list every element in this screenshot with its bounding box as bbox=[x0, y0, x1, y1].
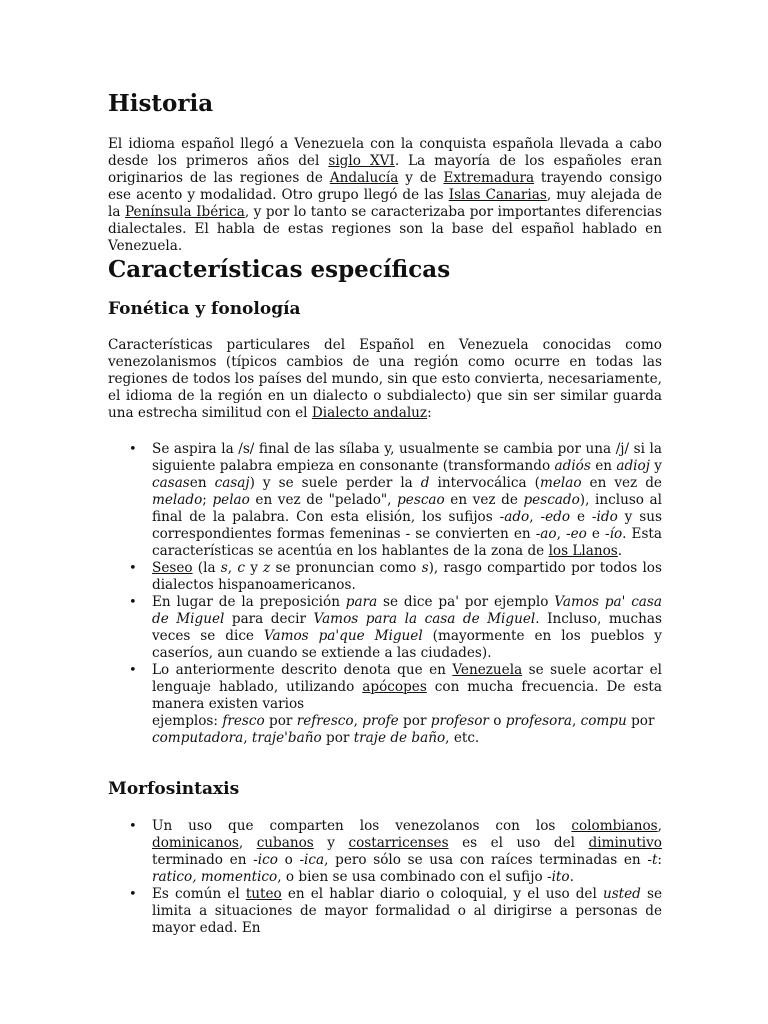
heading-fonetica: Fonética y fonología bbox=[108, 299, 301, 319]
fonetica-list bbox=[108, 441, 662, 747]
text: ), incluso al final de la palabra. Con esta elisión, los sufijos - bbox=[152, 492, 663, 525]
link-islas-canarias[interactable]: Islas Canarias bbox=[448, 187, 547, 203]
fonetica-intro-paragraph bbox=[108, 337, 662, 422]
text: terminado en - bbox=[152, 852, 258, 868]
link-peninsula-iberica[interactable]: Península Ibérica bbox=[124, 204, 245, 220]
italic-text: fresco bbox=[222, 713, 265, 729]
italic-text: profesora bbox=[505, 713, 572, 729]
italic-text: pelao bbox=[212, 492, 250, 508]
text: El idioma español llegó a Venezuela con la conquista española llevada a cabo desde los primeros años del bbox=[108, 136, 662, 169]
link-cubanos[interactable]: cubanos bbox=[256, 835, 314, 851]
italic-text: ío bbox=[609, 526, 623, 542]
link-dominicanos[interactable]: dominicanos bbox=[152, 835, 239, 851]
heading-caracteristicas: Características específicas bbox=[108, 256, 451, 283]
text: por bbox=[626, 713, 655, 729]
italic-text: s bbox=[421, 560, 429, 576]
text: , o bien se usa combinado con el sufijo - bbox=[277, 869, 552, 885]
link-extremadura[interactable]: Extremadura bbox=[443, 170, 535, 186]
list-item-tuteo bbox=[108, 886, 662, 937]
text: y bbox=[649, 458, 662, 474]
text: , bbox=[243, 730, 252, 746]
italic-text: ratico, momentico bbox=[152, 869, 278, 885]
italic-text: traje de baño bbox=[353, 730, 446, 746]
italic-text: Vamos pa' casa de Miguel bbox=[152, 594, 662, 627]
link-tuteo[interactable]: tuteo bbox=[245, 886, 282, 902]
link-venezuela[interactable]: Venezuela bbox=[452, 662, 523, 678]
text bbox=[152, 662, 662, 713]
text: . bbox=[617, 543, 623, 559]
text: , y por lo tanto se caracterizaba por importantes diferencias dialectales. El habla de estas regiones son la base del español hablado en Venezuela. bbox=[108, 204, 663, 254]
italic-text: z bbox=[263, 560, 271, 576]
text: por bbox=[398, 713, 431, 729]
text: : bbox=[657, 852, 663, 868]
italic-text: edo bbox=[545, 509, 571, 525]
link-andalucia[interactable]: Andalucía bbox=[329, 170, 399, 186]
italic-text: profesor bbox=[430, 713, 489, 729]
text: . bbox=[569, 869, 574, 885]
italic-text: ido bbox=[596, 509, 618, 525]
historia-paragraph bbox=[108, 136, 662, 255]
text: Se aspira la /s/ final de las sílaba y, usualmente se cambia por una /j/ si la siguiente palabra empieza en consonante (transformando bbox=[152, 441, 662, 474]
text bbox=[152, 713, 662, 747]
morfosintaxis-list bbox=[108, 818, 662, 937]
text: ) y se suele perder la bbox=[249, 475, 421, 491]
italic-text: t bbox=[651, 852, 658, 868]
italic-text: casas bbox=[152, 475, 190, 491]
text: . La mayoría de los españoles eran originarios de las regiones de bbox=[108, 153, 663, 186]
italic-text: refresco bbox=[296, 713, 354, 729]
link-colombianos[interactable]: colombianos bbox=[571, 818, 658, 834]
italic-text: casaj bbox=[214, 475, 250, 491]
italic-text: compu bbox=[580, 713, 627, 729]
text: . Incluso, muchas veces se dice bbox=[152, 611, 663, 644]
text: ), rasgo compartido por todos los dialectos hispanoamericanos. bbox=[152, 560, 662, 593]
italic-text: adiós bbox=[554, 458, 591, 474]
text: , bbox=[353, 713, 363, 729]
list-item-apocopes bbox=[108, 662, 662, 747]
italic-text: usted bbox=[602, 886, 641, 902]
italic-text: s bbox=[220, 560, 228, 576]
italic-text: traje'baño bbox=[251, 730, 322, 746]
text: y bbox=[313, 835, 349, 851]
text: , bbox=[227, 560, 238, 576]
italic-text: melado bbox=[152, 492, 203, 508]
text: , bbox=[238, 835, 257, 851]
text: e - bbox=[570, 509, 597, 525]
text: y de bbox=[398, 170, 444, 186]
italic-text: ico bbox=[257, 852, 278, 868]
text: o bbox=[488, 713, 506, 729]
link-diminutivo[interactable]: diminutivo bbox=[588, 835, 662, 851]
text: ejemplos: bbox=[152, 713, 223, 729]
text: e - bbox=[586, 526, 610, 542]
text: , bbox=[657, 818, 662, 834]
text: trayendo consigo ese acento y modalidad. Otro grupo llegó de las bbox=[108, 170, 663, 203]
italic-text: c bbox=[237, 560, 245, 576]
link-los-llanos[interactable]: los Llanos bbox=[548, 543, 618, 559]
text: Características particulares del Español en Venezuela conocidas como venezolanismos (típicos cambios de una región como ocurre en todas las regiones de todos los países del mundo, sin que esto convierta, necesariamente, el idioma de la región en un dialecto o subdialecto) que sin ser similar guarda una estrecha similitud con el bbox=[108, 337, 662, 421]
text: en vez de bbox=[444, 492, 524, 508]
text: en vez de "pelado", bbox=[249, 492, 398, 508]
italic-text: adioj bbox=[616, 458, 650, 474]
list-item-preposicion-para bbox=[108, 594, 662, 662]
text: en el hablar diario o coloquial, y el uso del bbox=[281, 886, 603, 902]
text: y bbox=[244, 560, 264, 576]
text: , pero sólo se usa con raíces terminadas en - bbox=[324, 852, 652, 868]
list-item-aspiracion bbox=[108, 441, 662, 560]
text: con mucha frecuencia. De esta manera existen varios bbox=[152, 679, 662, 712]
text: , bbox=[571, 713, 581, 729]
text: por bbox=[264, 713, 297, 729]
text: , - bbox=[529, 509, 546, 525]
italic-text: para bbox=[345, 594, 378, 610]
italic-text: ao bbox=[540, 526, 557, 542]
text: se dice pa' por ejemplo bbox=[377, 594, 555, 610]
italic-text: eo bbox=[570, 526, 587, 542]
text: en bbox=[590, 458, 617, 474]
text: , etc. bbox=[445, 730, 480, 746]
text: Lo anteriormente descrito denota que en bbox=[152, 662, 453, 678]
italic-text: ito bbox=[551, 869, 570, 885]
text: para decir bbox=[224, 611, 314, 627]
italic-text: pescao bbox=[397, 492, 445, 508]
link-costarricenses[interactable]: costarricenses bbox=[348, 835, 449, 851]
text: ; bbox=[202, 492, 213, 508]
text: Es común el bbox=[152, 886, 246, 902]
text: por bbox=[321, 730, 354, 746]
text: se suele acortar el lenguaje hablado, utilizando bbox=[152, 662, 662, 695]
heading-morfosintaxis: Morfosintaxis bbox=[108, 779, 240, 799]
text: , muy alejada de la bbox=[108, 187, 662, 220]
italic-text: Vamos para la casa de Miguel bbox=[313, 611, 536, 627]
text: o - bbox=[277, 852, 305, 868]
italic-text: ica bbox=[304, 852, 325, 868]
text: (mayormente en los pueblos y caseríos, aun cuando se extiende a las ciudades). bbox=[152, 628, 662, 661]
text: se limita a situaciones de mayor formalidad o al dirigirse a personas de mayor edad. En bbox=[152, 886, 663, 936]
link-dialecto-andaluz[interactable]: Dialecto andaluz bbox=[311, 405, 428, 421]
text: intervocálica ( bbox=[429, 475, 540, 491]
text: es el uso del bbox=[448, 835, 589, 851]
text: En lugar de la preposición bbox=[152, 594, 346, 610]
italic-text: Vamos pa'que Miguel bbox=[263, 628, 423, 644]
text: Un uso que comparten los venezolanos con los bbox=[152, 818, 572, 834]
link-siglo-xvi[interactable]: siglo XVI bbox=[328, 153, 395, 169]
text: : bbox=[427, 405, 432, 421]
list-item-seseo bbox=[108, 560, 662, 594]
text: en vez de bbox=[581, 475, 662, 491]
list-item-diminutivo bbox=[108, 818, 662, 886]
text: se pronuncian como bbox=[270, 560, 422, 576]
italic-text: d bbox=[420, 475, 430, 491]
link-seseo[interactable]: Seseo bbox=[152, 560, 193, 576]
text: en bbox=[189, 475, 215, 491]
italic-text: ado bbox=[504, 509, 530, 525]
link-apocopes[interactable]: apócopes bbox=[362, 679, 427, 695]
text: , - bbox=[556, 526, 571, 542]
italic-text: melao bbox=[539, 475, 582, 491]
text: . Esta características se acentúa en los hablantes de la zona de bbox=[152, 526, 662, 559]
italic-text: profe bbox=[362, 713, 399, 729]
italic-text: pescado bbox=[523, 492, 580, 508]
italic-text: computadora bbox=[152, 730, 244, 746]
heading-historia: Historia bbox=[108, 90, 214, 117]
text: y sus correspondientes formas femeninas - se convierten en - bbox=[152, 509, 662, 542]
text: (la bbox=[192, 560, 221, 576]
